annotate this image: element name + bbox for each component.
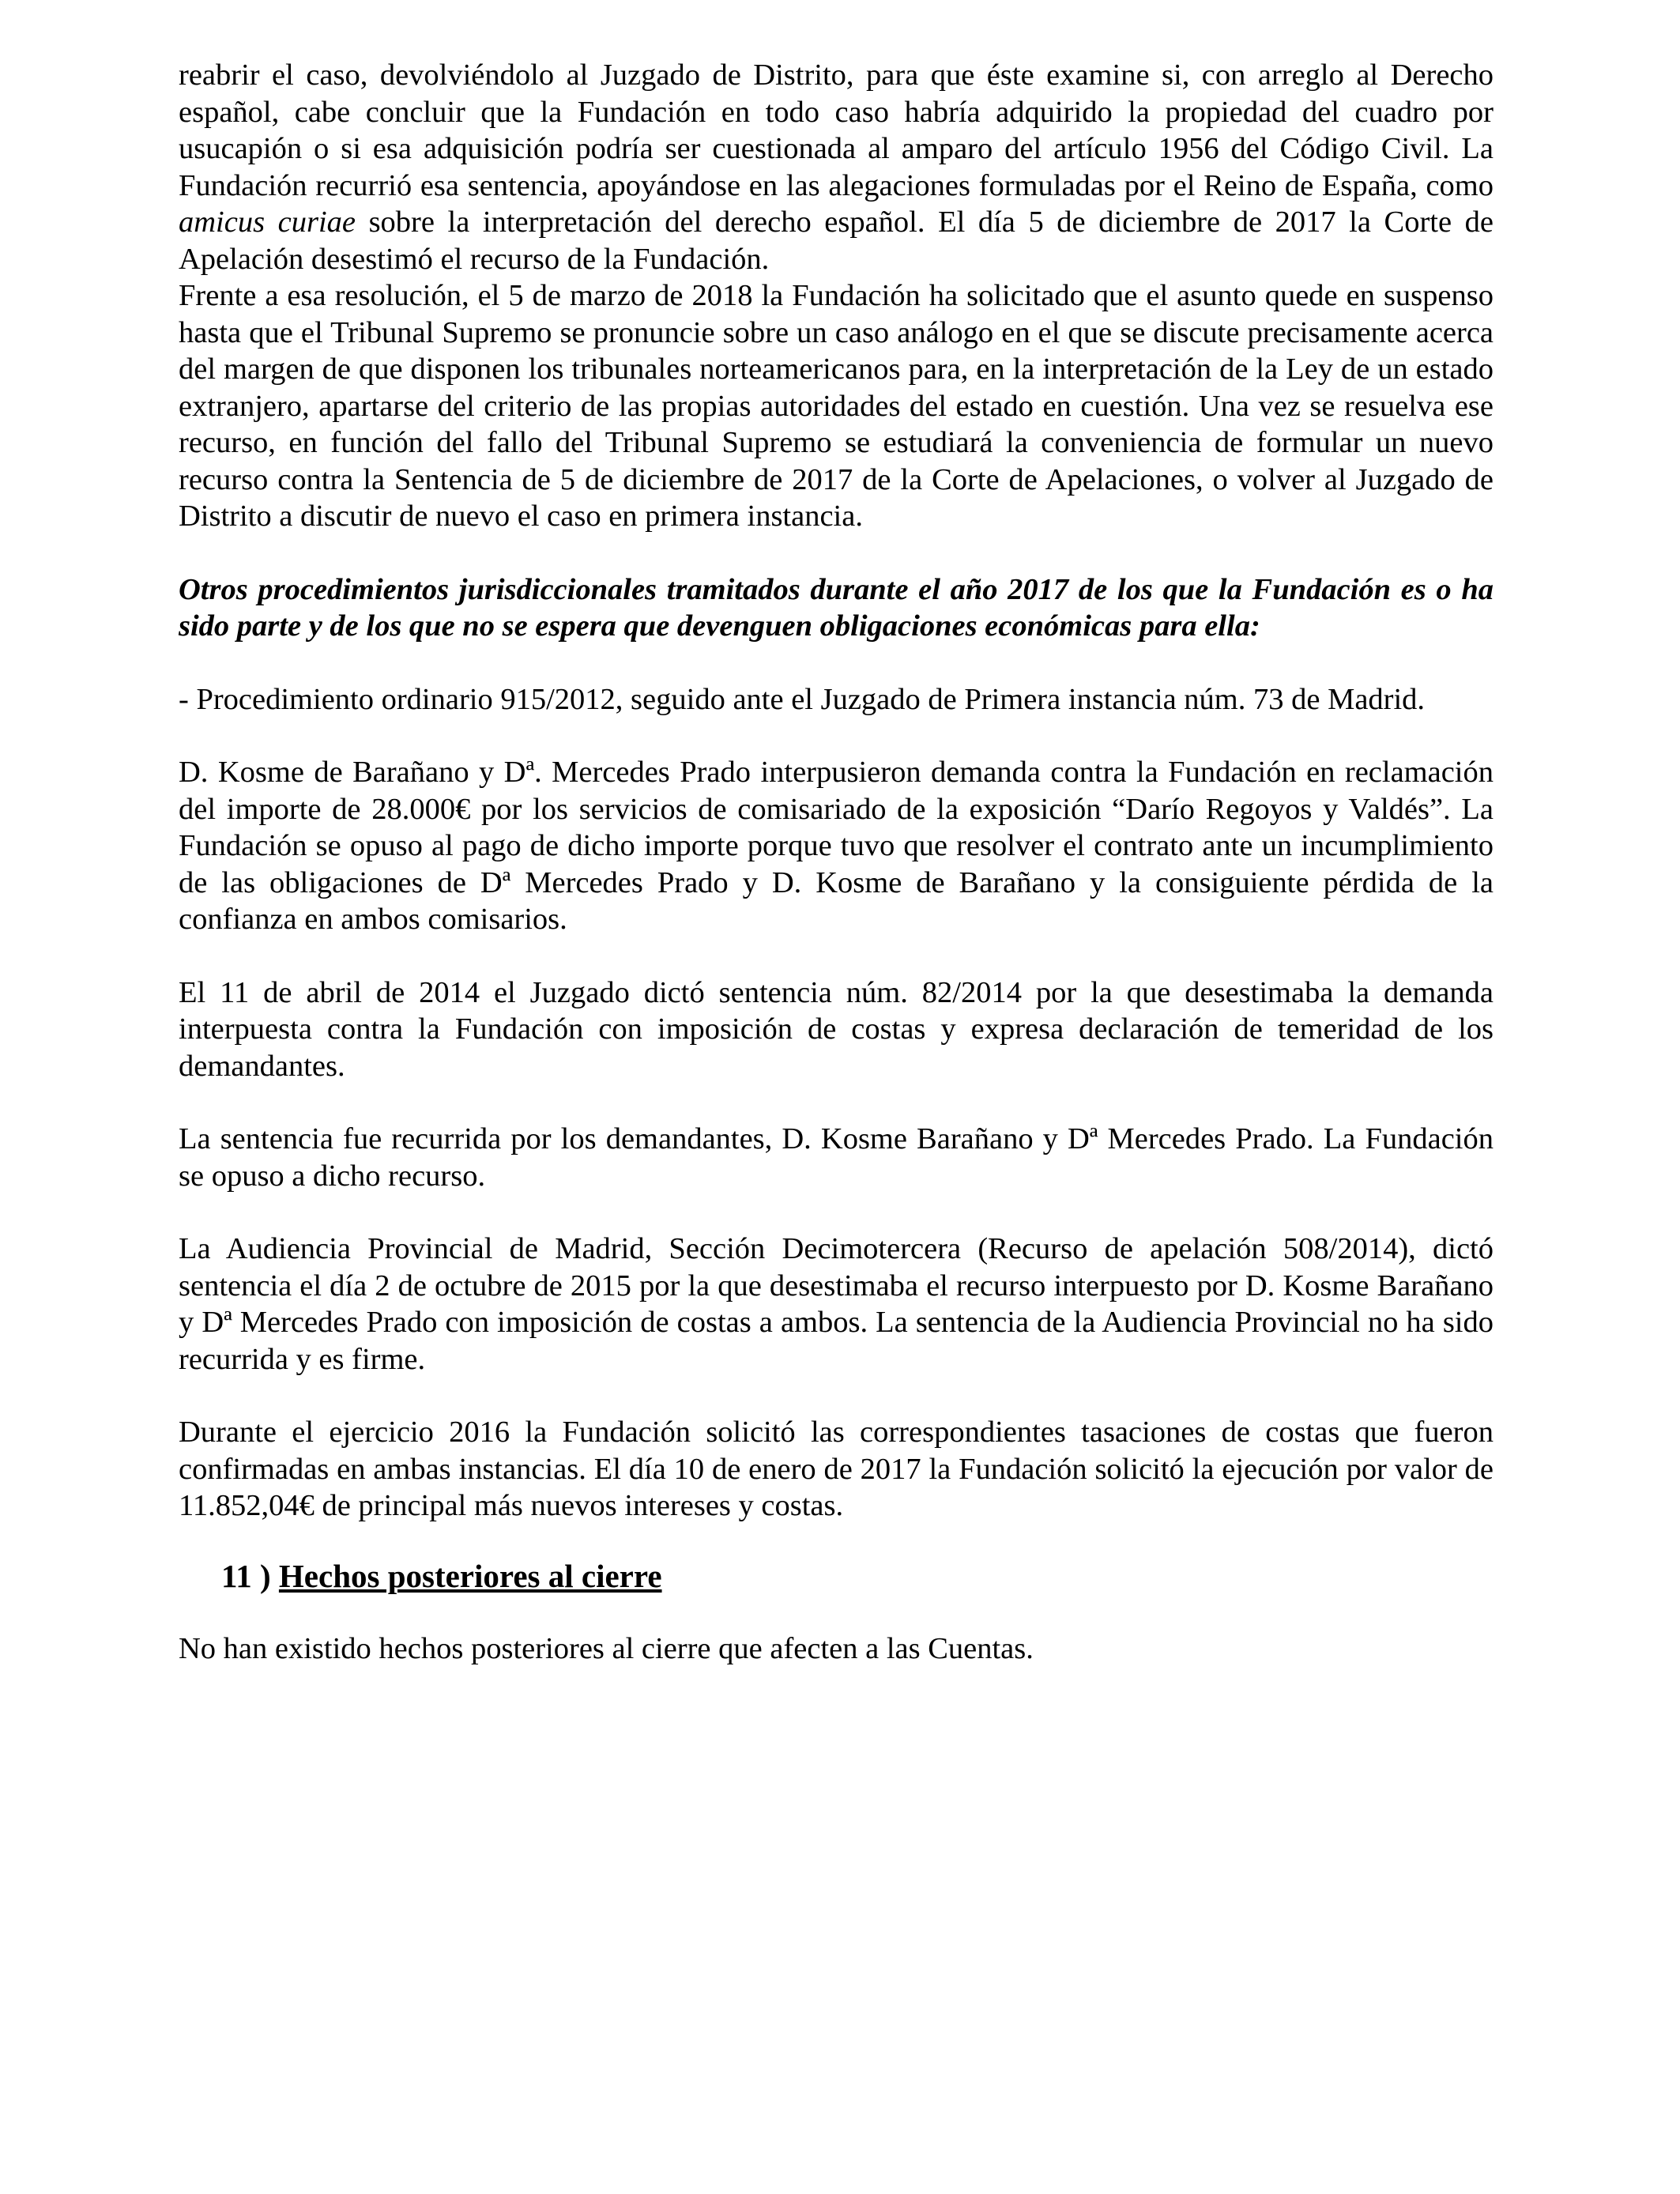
amicus-curiae-term: amicus curiae	[179, 205, 356, 239]
spacer	[179, 1525, 1494, 1556]
paragraph-provincial-court: La Audiencia Provincial de Madrid, Sección Decimotercera (Recurso de apelación 508/2014), dictó sentencia el día 2 de octubre de 2015 por la que desestimaba el recurso interpuesto por D. Kosme Barañano y Dª Mercedes Prado con imposición de costas a ambos. La sentencia de la Audiencia Provincial no ha sido recurrida y es firme.	[179, 1232, 1494, 1376]
spacer	[179, 718, 1494, 754]
paragraph-suspension-request: Frente a esa resolución, el 5 de marzo de 2018 la Fundación ha solicitado que el asunto quede en suspenso hasta que el Tribunal Supremo se pronuncie sobre un caso análogo en el que se discute precisamente acerca del margen de que disponen los tribunales norteamericanos para, en la interpretación de la Ley de un estado extranjero, apartarse del criterio de las propias autoridades del estado en cuestión. Una vez se resuelva ese recurso, en función del fallo del Tribunal Supremo se estudiará la conveniencia de formular un nuevo recurso contra la Sentencia de 5 de diciembre de 2017 de la Corte de Apelaciones, o volver al Juzgado de Distrito a discutir de nuevo el caso en primera instancia.	[179, 279, 1494, 533]
paragraph-appeal-summary	[179, 57, 1494, 277]
spacer	[179, 535, 1494, 571]
section-heading-subsequent-events	[179, 1556, 1494, 1596]
paragraph-appeal-summary-part2: sobre la interpretación del derecho español. El día 5 de diciembre de 2017 la Corte de Apelación desestimó el recurso de la Fundación.	[179, 205, 1494, 276]
spacer	[179, 645, 1494, 681]
paragraph-procedure-915: - Procedimiento ordinario 915/2012, seguido ante el Juzgado de Primera instancia núm. 73 de Madrid.	[179, 682, 1426, 716]
section-number: 11 )	[221, 1557, 271, 1594]
paragraph-lawsuit-claim: D. Kosme de Barañano y Dª. Mercedes Prado interpusieron demanda contra la Fundación en reclamación del importe de 28.000€ por los servicios de comisariado de la exposición “Darío Regoyos y Valdés”. La Fundación se opuso al pago de dicho importe porque tuvo que resolver el contrato ante un incumplimiento de las obligaciones de Dª Mercedes Prado y D. Kosme de Barañano y la consiguiente pérdida de la confianza en ambos comisarios.	[179, 756, 1494, 936]
paragraph-cost-execution: Durante el ejercicio 2016 la Fundación solicitó las correspondientes tasaciones de costas que fueron confirmadas en ambas instancias. El día 10 de enero de 2017 la Fundación solicitó la ejecución por valor de 11.852,04€ de principal más nuevos intereses y costas.	[179, 1416, 1494, 1522]
spacer	[179, 1084, 1494, 1121]
spacer	[179, 1378, 1494, 1414]
paragraph-ruling-2014: El 11 de abril de 2014 el Juzgado dictó sentencia núm. 82/2014 por la que desestimaba la demanda interpuesta contra la Fundación con imposición de costas y expresa declaración de temeridad de los demandantes.	[179, 975, 1494, 1083]
spacer	[179, 1194, 1494, 1231]
paragraph-appeal-summary-part1: reabrir el caso, devolviéndolo al Juzgado de Distrito, para que éste examine si, con arreglo al Derecho español, cabe concluir que la Fundación en todo caso habría adquirido la propiedad del cuadro por usucapión o si esa adquisición podría ser cuestionada al amparo del artículo 1956 del Código Civil. La Fundación recurrió esa sentencia, apoyándose en las alegaciones formuladas por el Reino de España, como	[179, 58, 1494, 202]
document-page	[179, 57, 1494, 1667]
spacer	[179, 938, 1494, 974]
paragraph-appeal-filed: La sentencia fue recurrida por los demandantes, D. Kosme Barañano y Dª Mercedes Prado. La Fundación se opuso a dicho recurso.	[179, 1122, 1494, 1193]
section-title: Hechos posteriores al cierre	[278, 1557, 662, 1594]
other-proceedings-heading: Otros procedimientos jurisdiccionales tramitados durante el año 2017 de los que la Fundación es o ha sido parte y de los que no se espera que devenguen obligaciones económicas para ella:	[179, 572, 1494, 643]
section-body: No han existido hechos posteriores al cierre que afecten a las Cuentas.	[179, 1631, 1034, 1665]
spacer	[179, 1596, 1494, 1630]
